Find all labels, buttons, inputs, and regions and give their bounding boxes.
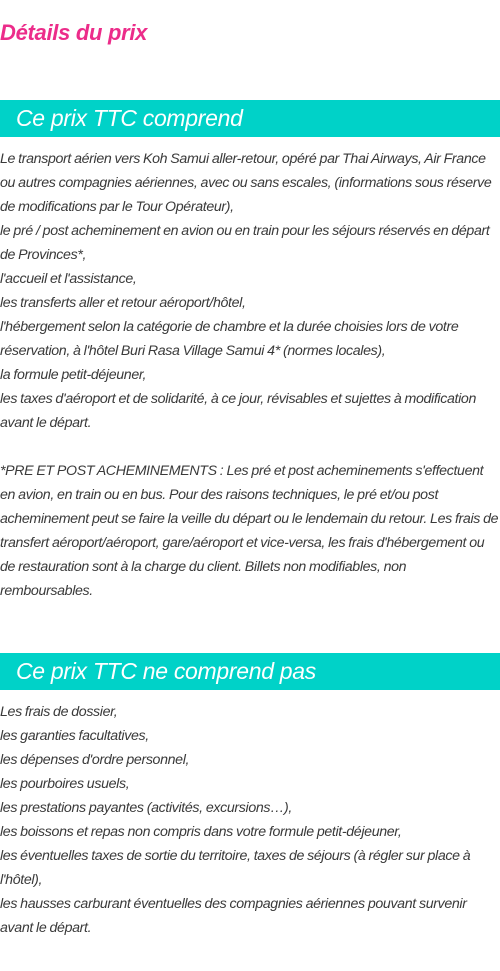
excluded-item: les garanties facultatives, [0, 728, 149, 744]
included-section-body [0, 147, 500, 603]
included-item: Le transport aérien vers Koh Samui aller-retour, opéré par Thai Airways, Air France ou autres compagnies aériennes, avec ou sans escales, (informations sous réserve de modifications par le Tour Opérateur), [0, 151, 492, 215]
page-title: Détails du prix [0, 20, 148, 45]
excluded-heading: Ce prix TTC ne comprend pas [16, 658, 316, 684]
included-item: les transferts aller et retour aéroport/hôtel, [0, 295, 246, 311]
included-section-header [0, 100, 500, 137]
excluded-section-body [0, 700, 500, 940]
excluded-item: les hausses carburant éventuelles des compagnies aériennes pouvant survenir avant le départ. [0, 896, 467, 936]
excluded-item: les boissons et repas non compris dans votre formule petit-déjeuner, [0, 824, 402, 840]
included-item: l'hébergement selon la catégorie de chambre et la durée choisies lors de votre réservation, à l'hôtel Buri Rasa Village Samui 4* (normes locales), [0, 319, 459, 359]
included-footnote: *PRE ET POST ACHEMINEMENTS : Les pré et post acheminements s'effectuent en avion, en train ou en bus. Pour des raisons techniques, le pré et/ou post acheminement peut se faire la veille du départ ou le lendemain du retour. Les frais de transfert aéroport/aéroport, gare/aéroport et vice-versa, les frais d'hébergement ou de restauration sont à la charge du client. Billets non modifiables, non remboursables. [0, 463, 499, 599]
excluded-item: les éventuelles taxes de sortie du territoire, taxes de séjours (à régler sur place à l'hôtel), [0, 848, 471, 888]
included-item: le pré / post acheminement en avion ou en train pour les séjours réservés en départ de Provinces*, [0, 223, 490, 263]
included-item: la formule petit-déjeuner, [0, 367, 147, 383]
excluded-item: les prestations payantes (activités, excursions…), [0, 800, 292, 816]
included-item: les taxes d'aéroport et de solidarité, à ce jour, révisables et sujettes à modification avant le départ. [0, 391, 476, 431]
excluded-item: les pourboires usuels, [0, 776, 130, 792]
excluded-section-header [0, 653, 500, 690]
included-heading: Ce prix TTC comprend [16, 105, 243, 131]
excluded-item: les dépenses d'ordre personnel, [0, 752, 190, 768]
excluded-item: Les frais de dossier, [0, 704, 118, 720]
included-item: l'accueil et l'assistance, [0, 271, 137, 287]
